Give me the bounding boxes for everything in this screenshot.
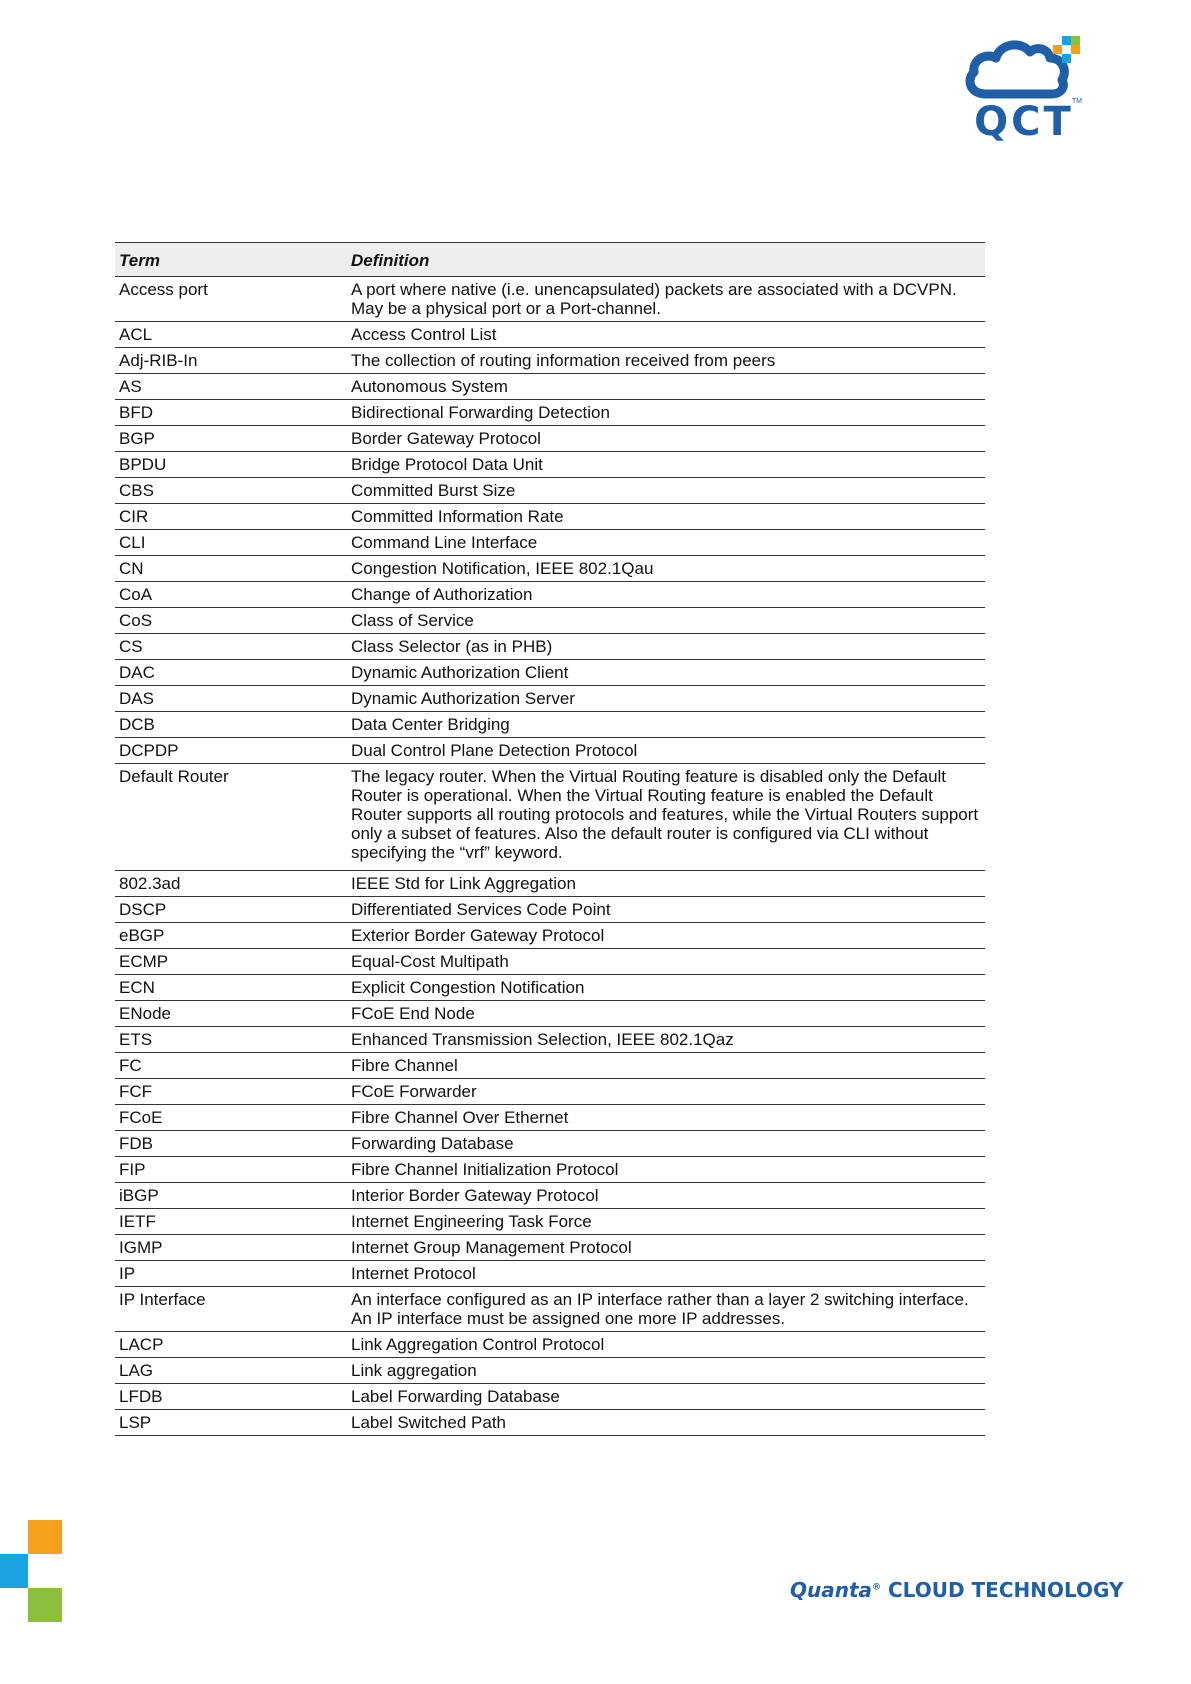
term-cell: ECMP <box>115 949 347 975</box>
footer-brand-rest: CLOUD TECHNOLOGY <box>881 1578 1124 1602</box>
term-cell: ECN <box>115 975 347 1001</box>
cyan-square <box>0 1554 28 1588</box>
table-row <box>115 764 985 871</box>
term-cell: BPDU <box>115 452 347 478</box>
table-header-row <box>115 243 985 277</box>
term-cell: FC <box>115 1053 347 1079</box>
term-cell: FCF <box>115 1079 347 1105</box>
term-cell: DSCP <box>115 897 347 923</box>
table-row <box>115 1235 985 1261</box>
table-row <box>115 686 985 712</box>
table-row <box>115 530 985 556</box>
definition-cell: Link Aggregation Control Protocol <box>347 1332 985 1358</box>
table-row <box>115 871 985 897</box>
header-definition: Definition <box>347 243 985 277</box>
definition-cell: Interior Border Gateway Protocol <box>347 1183 985 1209</box>
definition-cell: Equal-Cost Multipath <box>347 949 985 975</box>
logo-text: QCT <box>974 99 1074 145</box>
term-cell: 802.3ad <box>115 871 347 897</box>
definition-cell: Class of Service <box>347 608 985 634</box>
definition-cell: The collection of routing information received from peers <box>347 348 985 374</box>
term-cell: FDB <box>115 1131 347 1157</box>
table-row <box>115 348 985 374</box>
term-cell: CN <box>115 556 347 582</box>
table-row <box>115 1358 985 1384</box>
definition-cell: Fibre Channel Over Ethernet <box>347 1105 985 1131</box>
term-cell: Access port <box>115 277 347 322</box>
definition-cell: Committed Burst Size <box>347 478 985 504</box>
table-row <box>115 374 985 400</box>
table-row <box>115 923 985 949</box>
term-cell: CLI <box>115 530 347 556</box>
definition-cell: FCoE Forwarder <box>347 1079 985 1105</box>
definition-cell: Label Forwarding Database <box>347 1384 985 1410</box>
definition-cell: Change of Authorization <box>347 582 985 608</box>
definition-cell: Dynamic Authorization Client <box>347 660 985 686</box>
table-row <box>115 452 985 478</box>
green-square <box>28 1588 62 1622</box>
definition-cell: Autonomous System <box>347 374 985 400</box>
definition-cell: Class Selector (as in PHB) <box>347 634 985 660</box>
table-row <box>115 1131 985 1157</box>
definition-cell: Data Center Bridging <box>347 712 985 738</box>
term-cell: Default Router <box>115 764 347 871</box>
definition-cell: Bridge Protocol Data Unit <box>347 452 985 478</box>
definition-cell: Border Gateway Protocol <box>347 426 985 452</box>
term-cell: BFD <box>115 400 347 426</box>
term-cell: BGP <box>115 426 347 452</box>
table-row <box>115 949 985 975</box>
definition-cell: Link aggregation <box>347 1358 985 1384</box>
term-cell: ENode <box>115 1001 347 1027</box>
term-cell: FIP <box>115 1157 347 1183</box>
definition-cell: Differentiated Services Code Point <box>347 897 985 923</box>
table-row <box>115 738 985 764</box>
term-cell: AS <box>115 374 347 400</box>
footer-brand-mark: ® <box>872 1582 882 1593</box>
definition-cell: Fibre Channel <box>347 1053 985 1079</box>
definition-cell: IEEE Std for Link Aggregation <box>347 871 985 897</box>
table-row <box>115 1079 985 1105</box>
term-cell: iBGP <box>115 1183 347 1209</box>
term-cell: Adj-RIB-In <box>115 348 347 374</box>
definition-cell: Internet Engineering Task Force <box>347 1209 985 1235</box>
term-cell: IP Interface <box>115 1287 347 1332</box>
table-row <box>115 712 985 738</box>
definition-cell: Exterior Border Gateway Protocol <box>347 923 985 949</box>
term-cell: eBGP <box>115 923 347 949</box>
table-row <box>115 1332 985 1358</box>
table-row <box>115 1261 985 1287</box>
term-cell: DCB <box>115 712 347 738</box>
definition-cell: FCoE End Node <box>347 1001 985 1027</box>
table-row <box>115 1053 985 1079</box>
definition-cell: Access Control List <box>347 322 985 348</box>
table-row <box>115 1287 985 1332</box>
table-row <box>115 1001 985 1027</box>
term-cell: FCoE <box>115 1105 347 1131</box>
table-row <box>115 1105 985 1131</box>
table-row <box>115 608 985 634</box>
table-row <box>115 478 985 504</box>
orange-square <box>28 1520 62 1554</box>
definition-cell: Label Switched Path <box>347 1410 985 1436</box>
definition-cell: Congestion Notification, IEEE 802.1Qau <box>347 556 985 582</box>
table-row <box>115 504 985 530</box>
term-cell: CS <box>115 634 347 660</box>
definition-cell: Internet Protocol <box>347 1261 985 1287</box>
definition-cell: Bidirectional Forwarding Detection <box>347 400 985 426</box>
term-cell: DCPDP <box>115 738 347 764</box>
term-cell: IETF <box>115 1209 347 1235</box>
table-row <box>115 897 985 923</box>
term-cell: LSP <box>115 1410 347 1436</box>
definition-cell: Internet Group Management Protocol <box>347 1235 985 1261</box>
definition-cell: Fibre Channel Initialization Protocol <box>347 1157 985 1183</box>
term-cell: CoA <box>115 582 347 608</box>
term-cell: ACL <box>115 322 347 348</box>
table-row <box>115 400 985 426</box>
table-row <box>115 1410 985 1436</box>
table-row <box>115 1183 985 1209</box>
definition-cell: Dual Control Plane Detection Protocol <box>347 738 985 764</box>
term-cell: DAS <box>115 686 347 712</box>
table-row <box>115 660 985 686</box>
term-cell: IP <box>115 1261 347 1287</box>
table-row <box>115 1157 985 1183</box>
table-row <box>115 1384 985 1410</box>
table-row <box>115 556 985 582</box>
cloud-icon <box>962 36 1086 106</box>
qct-logo <box>962 36 1086 148</box>
table-row <box>115 975 985 1001</box>
table-row <box>115 277 985 322</box>
definition-cell: Enhanced Transmission Selection, IEEE 802.1Qaz <box>347 1027 985 1053</box>
table-row <box>115 582 985 608</box>
glossary-body <box>115 277 985 1436</box>
definition-cell: A port where native (i.e. unencapsulated) packets are associated with a DCVPN. May be a physical port or a Port-channel. <box>347 277 985 322</box>
footer-brand <box>790 1578 1123 1602</box>
definition-cell: Explicit Congestion Notification <box>347 975 985 1001</box>
term-cell: ETS <box>115 1027 347 1053</box>
table-row <box>115 634 985 660</box>
term-cell: LAG <box>115 1358 347 1384</box>
term-cell: LACP <box>115 1332 347 1358</box>
definition-cell: The legacy router. When the Virtual Routing feature is disabled only the Default Router is operational. When the Virtual Routing feature is enabled the Default Router supports all routing protocols and features, while the Virtual Routers support only a subset of features. Also the default router is configured via CLI without specifying the “vrf” keyword. <box>347 764 985 871</box>
definition-cell: Committed Information Rate <box>347 504 985 530</box>
table-row <box>115 426 985 452</box>
term-cell: CIR <box>115 504 347 530</box>
term-cell: CBS <box>115 478 347 504</box>
table-row <box>115 1027 985 1053</box>
definition-cell: Forwarding Database <box>347 1131 985 1157</box>
table-row <box>115 322 985 348</box>
term-cell: IGMP <box>115 1235 347 1261</box>
definition-cell: Command Line Interface <box>347 530 985 556</box>
term-cell: LFDB <box>115 1384 347 1410</box>
footer-brand-quanta: Quanta <box>790 1578 873 1602</box>
term-cell: CoS <box>115 608 347 634</box>
glossary-table <box>115 242 985 1436</box>
table-row <box>115 1209 985 1235</box>
header-term: Term <box>115 243 347 277</box>
definition-cell: Dynamic Authorization Server <box>347 686 985 712</box>
logo-trademark: TM <box>1071 98 1082 105</box>
term-cell: DAC <box>115 660 347 686</box>
definition-cell: An interface configured as an IP interface rather than a layer 2 switching interface. An IP interface must be assigned one more IP addresses. <box>347 1287 985 1332</box>
